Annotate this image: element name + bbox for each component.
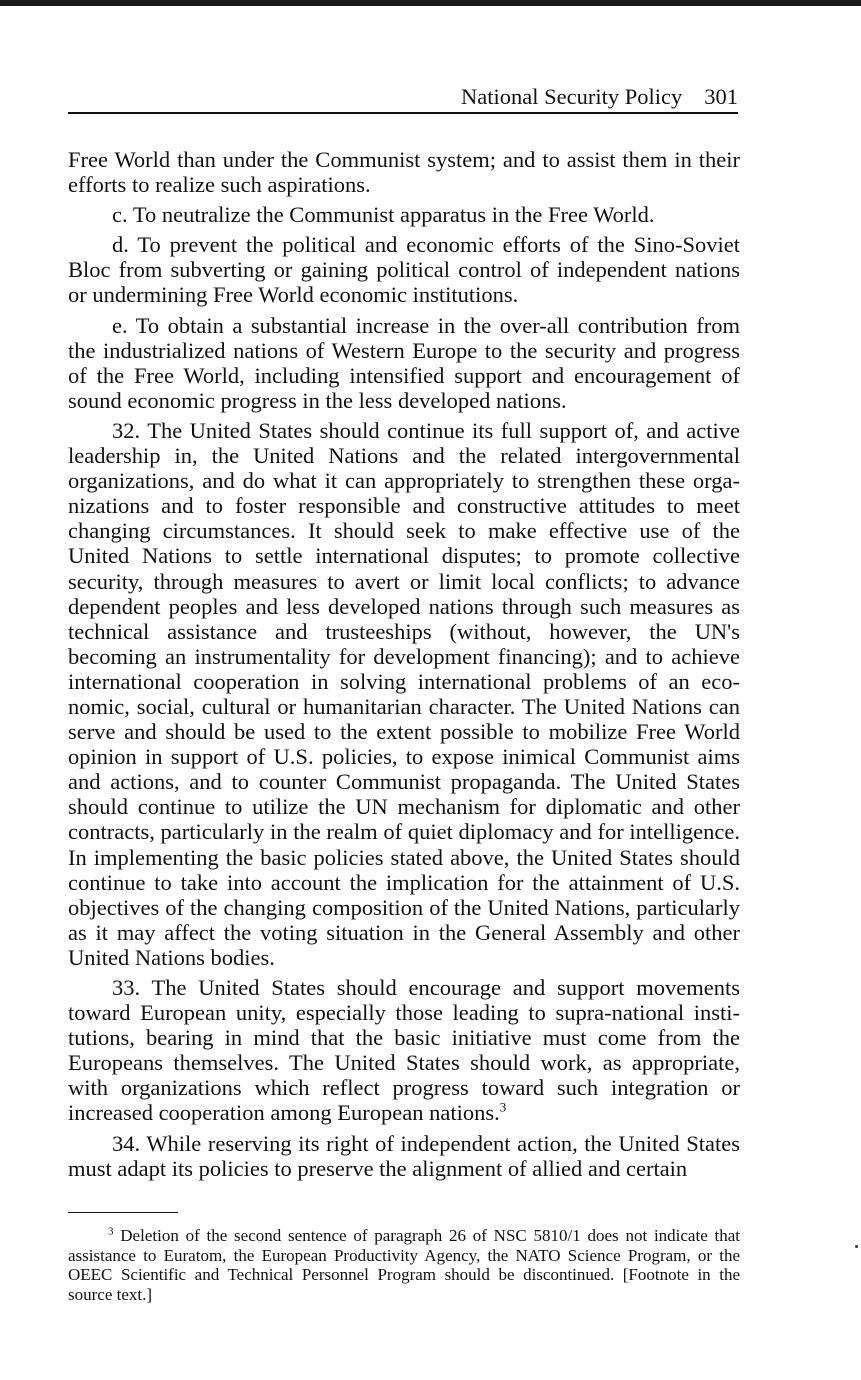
running-header: [68, 82, 738, 114]
page-top-edge: [0, 0, 861, 6]
paragraph-c: c. To neutralize the Communist apparatus in the Free World.: [112, 202, 655, 228]
paragraph-d: d. To prevent the political and economic efforts of the Sino-Soviet Bloc from subverting or gaining political control of independent nations or undermining Free World economic institutions.: [68, 232, 740, 308]
paragraph-34: 34. While reserving its right of independent action, the United States must adapt its policies to preserve the alignment of allied and certain: [68, 1130, 740, 1181]
paragraph-33: [68, 975, 740, 1126]
running-title: National Security Policy: [461, 84, 683, 109]
paragraph-continuation: Free World than under the Communist system; and to assist them in their efforts to realize such aspirations.: [68, 147, 740, 198]
footnote-text: Deletion of the second sentence of paragraph 26 of NSC 5810/1 does not indicate that assistance to Euratom, the European Productivity Agency, the NATO Science Program, or the OEEC Scientific and Technical Personnel Program should be discontinued. [Footnote in the source text.]: [68, 1226, 741, 1304]
paragraph-33-text: 33. The United States should encourage and support movements toward European unity, especially those leading to supra-national institutions, bearing in mind that the basic initiative must come from the Europeans themselves. The United States should work, as appropriate, with organizations which reflect progress toward such integration or increased cooperation among European nations.: [68, 975, 740, 1126]
paragraph-e: e. To obtain a substantial increase in the over-all contribution from the industrialized nations of Western Europe to the security and progress of the Free World, including intensified support and encouragement of sound economic progress in the less developed nations.: [68, 312, 740, 413]
body-text: [68, 147, 740, 1186]
paragraph-32: 32. The United States should continue its full support of, and active leadership in, the United Nations and the related intergovernmental organizations, and do what it can appropriately to strengthen these organizations and to foster responsible and constructive attitudes to meet changing circumstances. It should seek to make effective use of the United Nations to settle international disputes; to promote collective security, through measures to avert or limit local conflicts; to advance dependent peoples and less developed nations through such measures as technical assistance and trusteeships (without, however, the UN's becoming an instrumentality for development financing); and to achieve international cooperation in solving international problems of an economic, social, cultural or humanitarian character. The United Nations can serve and should be used to the extent possible to mobilize Free World opinion in support of U.S. policies, to expose inimical Communist aims and actions, and to counter Communist propaganda. The United States should continue to utilize the UN mechanism for diplomatic and other contracts, particularly in the realm of quiet diplomacy and for intelligence. In implementing the basic policies stated above, the United States should continue to take into account the implication for the attainment of U.S. objectives of the changing composition of the United Nations, particularly as it may affect the voting situation in the General Assembly and other United Nations bodies.: [68, 417, 740, 970]
footnote: [68, 1226, 740, 1304]
scan-speck: [855, 1245, 858, 1248]
page-number: 301: [704, 84, 738, 109]
footnote-marker: 3: [108, 1225, 114, 1238]
footnote-reference[interactable]: 3: [499, 1099, 507, 1115]
footnote-separator: [68, 1212, 178, 1213]
